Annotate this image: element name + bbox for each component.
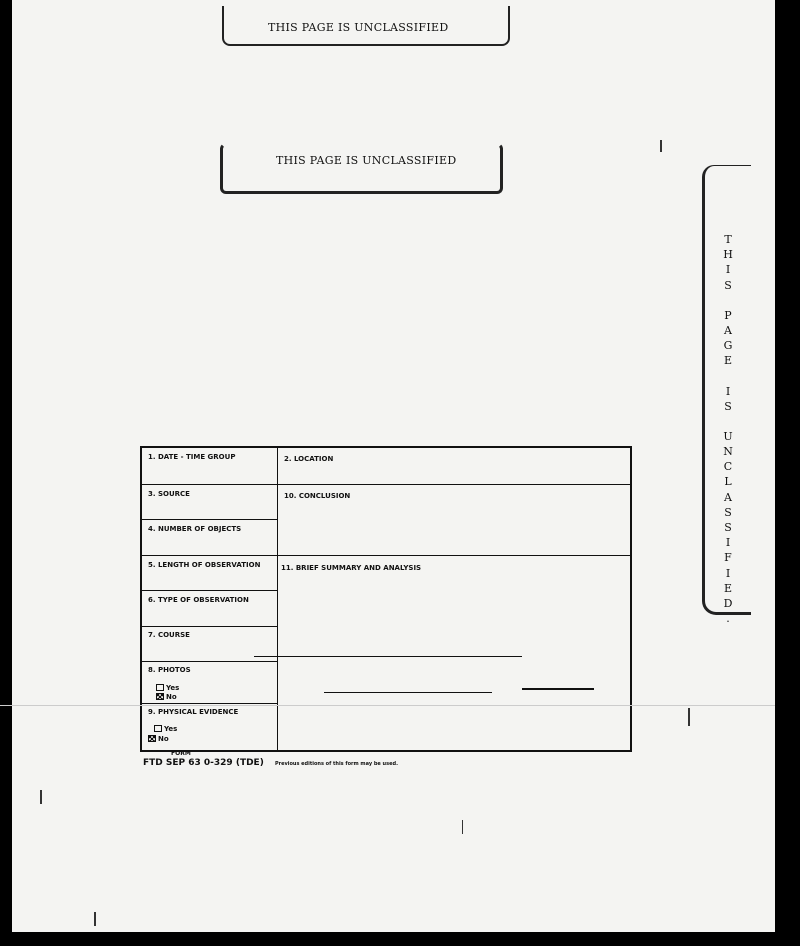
location-label: 2. LOCATION [284,455,334,463]
side-stamp-letter: I [725,263,731,277]
side-stamp-letter: I [725,384,731,398]
source-label: 3. SOURCE [148,490,190,498]
side-stamp-letter: L [724,475,732,489]
summary-line [522,688,594,690]
form-row-divider [142,555,632,556]
middle-unclassified-stamp: THIS PAGE IS UNCLASSIFIED [276,154,457,167]
side-stamp-letter: E [723,581,733,595]
form-footer [143,750,398,768]
form-word: FORM [171,750,191,757]
form-row-divider [142,626,278,627]
side-stamp-letter: I [725,566,731,580]
summary-line [324,692,492,693]
side-unclassified-stamp [720,232,736,626]
side-stamp-letter: A [724,490,732,504]
side-stamp-letter: . [726,612,730,626]
side-stamp-letter: H [723,248,733,262]
course-label: 7. COURSE [148,631,190,639]
evidence-yes-text: Yes [164,725,178,733]
side-stamp-letter: S [724,521,732,534]
form-row-divider [142,519,278,520]
top-unclassified-stamp: THIS PAGE IS UNCLASSIFIED [268,21,449,34]
number-of-objects-label: 4. NUMBER OF OBJECTS [148,525,242,533]
physical-evidence-label: 9. PHYSICAL EVIDENCE [148,708,239,716]
evidence-no-option [148,735,169,743]
side-stamp-letter: A [724,323,732,337]
side-stamp-letter: U [723,429,733,443]
date-time-group-label: 1. DATE - TIME GROUP [148,453,236,461]
form-id: FTD SEP 63 0-329 (TDE) [143,758,264,768]
form-row-divider [142,703,278,704]
conclusion-label: 10. CONCLUSION [284,492,351,500]
form-row-divider [142,590,278,591]
form-id-line [143,758,398,768]
scan-speck [660,140,662,152]
form-row-divider [142,661,278,662]
scan-speck [94,912,96,926]
evidence-yes-option [154,725,177,733]
evidence-no-checkbox [148,735,156,742]
photos-yes-option [156,684,179,692]
scan-speck [40,790,42,804]
previous-editions-note: Previous editions of this form may be used. [274,761,398,767]
scan-speck [688,708,690,726]
middle-stamp-bracket [220,143,503,194]
type-of-observation-label: 6. TYPE OF OBSERVATION [148,596,249,604]
brief-summary-label: 11. BRIEF SUMMARY AND ANALYSIS [281,564,422,572]
evidence-no-text: No [158,735,169,743]
summary-line [254,656,522,657]
side-stamp-letter: I [725,536,731,550]
side-stamp-letter: D [723,596,733,610]
scan-speck [0,705,775,706]
report-form [140,446,632,752]
side-stamp-letter: G [723,339,733,353]
side-stamp-letter: S [724,278,732,292]
photos-yes-text: Yes [166,684,180,692]
length-of-observation-label: 5. LENGTH OF OBSERVATION [148,561,261,569]
side-stamp-letter: S [724,505,732,519]
side-stamp-letter: S [724,399,732,413]
photos-yes-checkbox [156,684,164,691]
side-stamp-letter: P [724,308,732,322]
scan-speck [462,820,463,834]
side-stamp-letter: E [723,354,733,368]
evidence-yes-checkbox [154,725,162,732]
photos-no-checkbox [156,693,164,700]
side-stamp-letter: T [724,233,732,246]
side-stamp-letter: F [724,551,732,565]
form-row-divider [142,484,632,485]
photos-no-text: No [166,693,177,701]
side-stamp-letter: C [723,460,733,474]
photos-no-option [156,693,177,701]
side-stamp-letter: N [723,445,733,459]
photos-label: 8. PHOTOS [148,666,191,674]
